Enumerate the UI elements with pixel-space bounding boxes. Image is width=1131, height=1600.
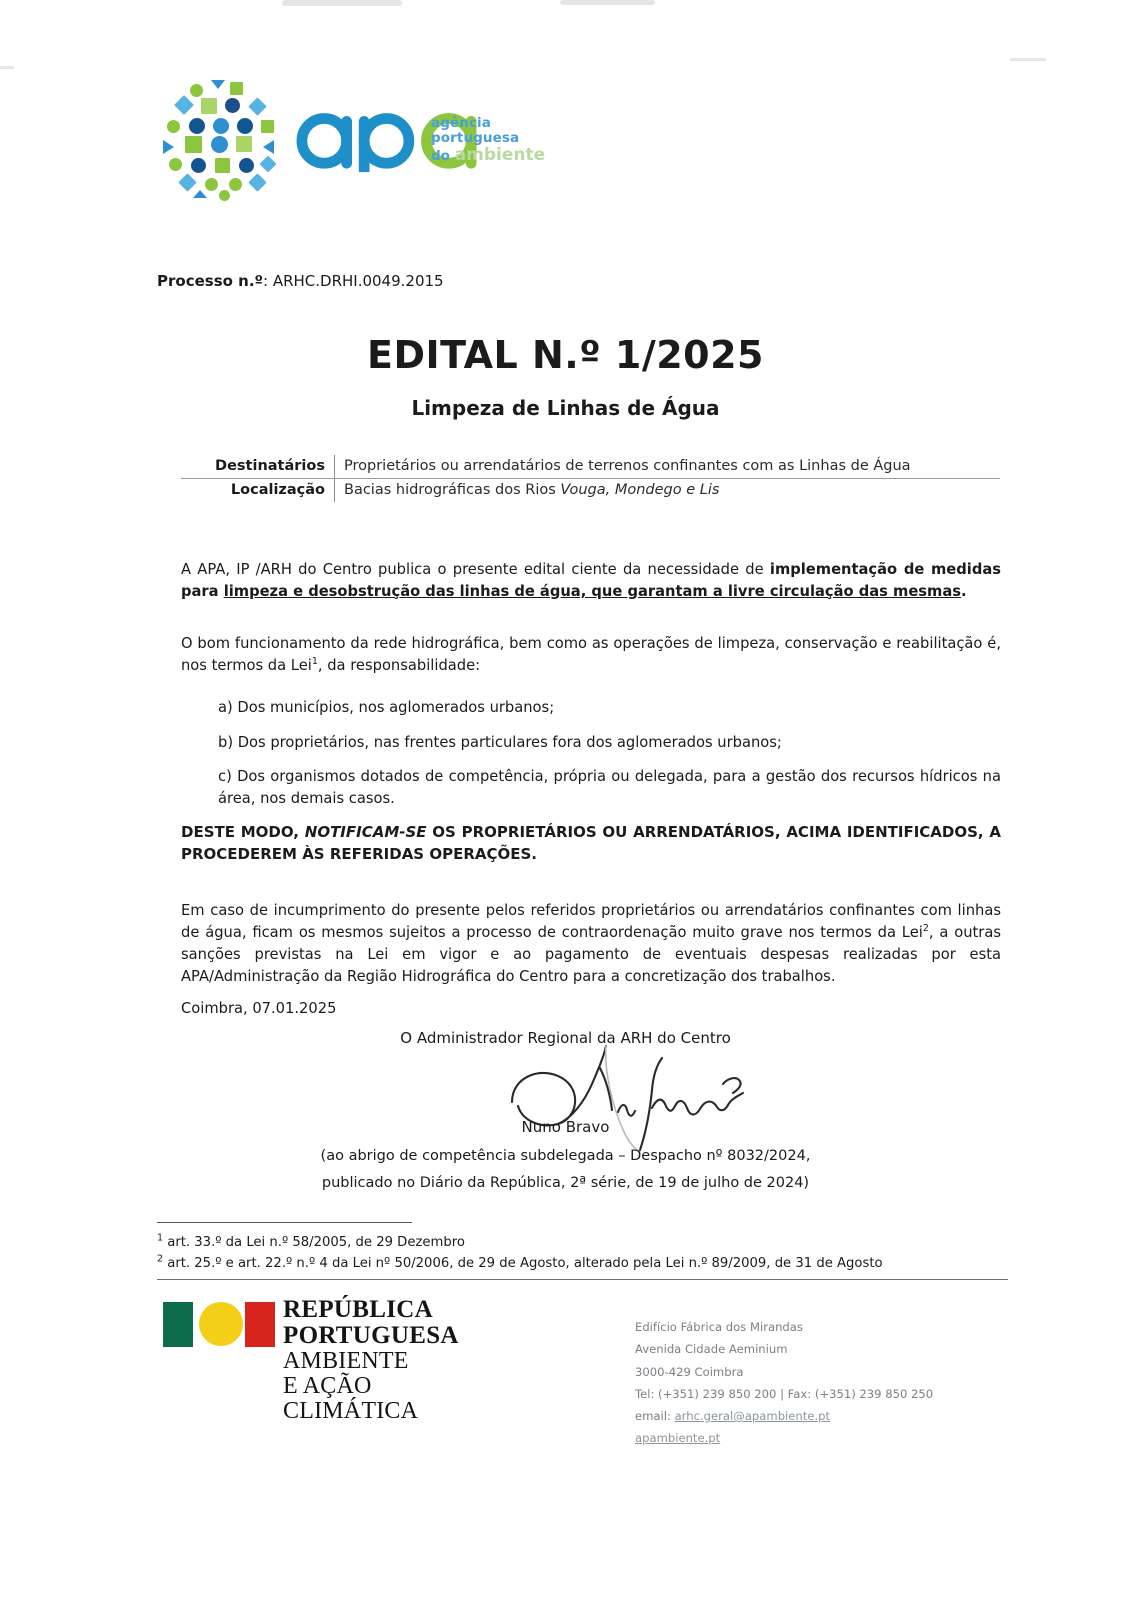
notification-italic: NOTIFICAM-SE — [304, 823, 427, 841]
email-link[interactable]: arhc.geral@apambiente.pt — [674, 1409, 831, 1423]
republica-portuguesa-text — [283, 1297, 493, 1424]
localizacao-value-prefix: Bacias hidrográficas dos Rios — [344, 482, 561, 498]
footer-address — [635, 1316, 933, 1450]
paragraph-penalties-part2: , a outras sanções previstas na Lei em vigor e ao pagamento de eventuais despesas realizadas por esta APA/Administração da Região Hidrográfica do Centro para a concretização dos trabalhos. — [181, 924, 1001, 986]
list-item: b) Dos proprietários, nas frentes particulares fora dos aglomerados urbanos; — [218, 733, 782, 751]
website-link[interactable]: apambiente.pt — [635, 1431, 721, 1446]
paragraph-responsibility — [181, 633, 1001, 676]
footnote-1-marker: 1 — [157, 1232, 164, 1244]
flag-yellow-circle — [199, 1302, 243, 1346]
list-item: a) Dos municípios, nos aglomerados urbanos; — [218, 699, 555, 716]
email-label: email: — [635, 1409, 675, 1423]
page-title: EDITAL N.º 1/2025 — [367, 333, 764, 377]
paragraph-intro — [181, 559, 1001, 602]
footnote-2-marker: 2 — [157, 1253, 164, 1265]
address-line-phone: Tel: (+351) 239 850 200 | Fax: (+351) 239 850 250 — [635, 1386, 934, 1401]
portugal-flag-icon — [163, 1302, 268, 1347]
handwritten-signature — [500, 1040, 770, 1165]
responsibility-list — [181, 697, 1001, 822]
address-line-city: 3000-429 Coimbra — [635, 1364, 744, 1379]
signatory-note-line1: (ao abrigo de competência subdelegada – Despacho nº 8032/2024, — [320, 1148, 811, 1164]
republica-line4: E AÇÃO CLIMÁTICA — [283, 1372, 419, 1424]
signatory-note-line2: publicado no Diário da República, 2ª série, de 19 de julho de 2024) — [321, 1175, 810, 1191]
address-line-street: Avenida Cidade Aeminium — [635, 1342, 788, 1357]
paragraph-intro-bold: implementação de medidas para — [181, 561, 1001, 600]
table-row — [181, 479, 1000, 503]
footnote-ref-2: 2 — [922, 923, 929, 935]
apa-tagline-do: do — [431, 148, 450, 165]
paragraph-penalties — [181, 900, 1001, 988]
localizacao-value-rivers: Vouga, Mondego e Lis — [560, 482, 720, 498]
signatory-name: Nuno Bravo — [521, 1118, 610, 1136]
destinatarios-value: Proprietários ou arrendatários de terrenos confinantes com as Linhas de Água — [335, 455, 1001, 479]
paragraph-responsibility-part2: , da responsabilidade: — [317, 656, 481, 674]
paragraph-responsibility-part1: O bom funcionamento da rede hidrográfica, bem como as operações de limpeza, conservação e reabilitação é, nos termos da Lei — [181, 635, 1001, 674]
list-item: c) Dos organismos dotados de competência, própria ou delegada, para a gestão dos recursos hídricos na área, nos demais casos. — [218, 768, 1001, 807]
notification-statement — [181, 822, 1001, 866]
localizacao-label: Localização — [230, 482, 325, 498]
address-line-email — [635, 1405, 933, 1427]
destinatarios-label: Destinatários — [181, 455, 335, 479]
page-subtitle: Limpeza de Linhas de Água — [411, 396, 720, 420]
paragraph-intro-underlined: limpeza e desobstrução das linhas de água, que garantam a livre circulação das mesmas — [223, 582, 961, 600]
footnote-2-text: art. 25.º e art. 22.º n.º 4 da Lei nº 50/2006, de 29 de Agosto, alterado pela Lei n.º 89/2009, de 31 de Agosto — [163, 1256, 883, 1271]
footnote-1-text: art. 33.º da Lei n.º 58/2005, de 29 Dezembro — [163, 1235, 465, 1250]
flag-green-bar — [163, 1302, 193, 1347]
footnote-separator — [157, 1222, 412, 1223]
processo-separator: : — [262, 272, 273, 290]
scan-artifact — [282, 0, 402, 6]
republica-line1: REPÚBLICA — [283, 1296, 433, 1323]
apa-logo — [163, 78, 583, 193]
recipients-table — [181, 455, 1000, 502]
footnote-2 — [157, 1254, 883, 1274]
republica-line2: PORTUGUESA — [283, 1322, 459, 1349]
processo-value: ARHC.DRHI.0049.2015 — [272, 272, 444, 290]
processo-label: Processo n.º — [157, 272, 263, 290]
paragraph-intro-part1: A APA, IP /ARH do Centro publica o presente edital ciente da necessidade de — [181, 561, 770, 578]
apa-tagline — [431, 116, 581, 165]
paragraph-penalties-part1: Em caso de incumprimento do presente pelos referidos proprietários ou arrendatários confinantes com linhas de água, ficam os mesmos sujeitos a processo de contraordenação muito grave nos termos da Lei — [181, 902, 1001, 942]
footnote-ref-1: 1 — [311, 655, 318, 667]
republica-portuguesa-logo — [163, 1296, 493, 1424]
notification-part1: DESTE MODO, — [181, 823, 305, 841]
scan-artifact — [560, 0, 655, 5]
republica-line3: AMBIENTE — [283, 1348, 409, 1374]
localizacao-value — [335, 479, 1001, 503]
apa-tagline-line1: agência portuguesa — [431, 115, 520, 147]
scan-artifact — [1010, 58, 1046, 61]
processo-line — [157, 272, 444, 290]
signatory-title: O Administrador Regional da ARH do Centro — [400, 1029, 731, 1047]
place-and-date: Coimbra, 07.01.2025 — [181, 1000, 337, 1017]
footnote-1 — [157, 1233, 465, 1253]
address-line-building: Edifício Fábrica dos Mirandas — [635, 1320, 803, 1334]
apa-tagline-ambiente: ambiente — [454, 145, 546, 166]
apa-mosaic-icon — [163, 78, 285, 193]
footer-separator — [157, 1279, 1008, 1280]
scan-artifact — [0, 66, 14, 69]
flag-red-bar — [245, 1302, 275, 1347]
table-row — [181, 455, 1000, 479]
notification-part2: OS PROPRIETÁRIOS OU ARRENDATÁRIOS, ACIMA IDENTIFICADOS, A PROCEDEREM ÀS REFERIDAS OPERAÇÕES. — [181, 823, 1001, 863]
address-line-website — [635, 1427, 933, 1449]
paragraph-intro-tail: . — [960, 582, 967, 600]
